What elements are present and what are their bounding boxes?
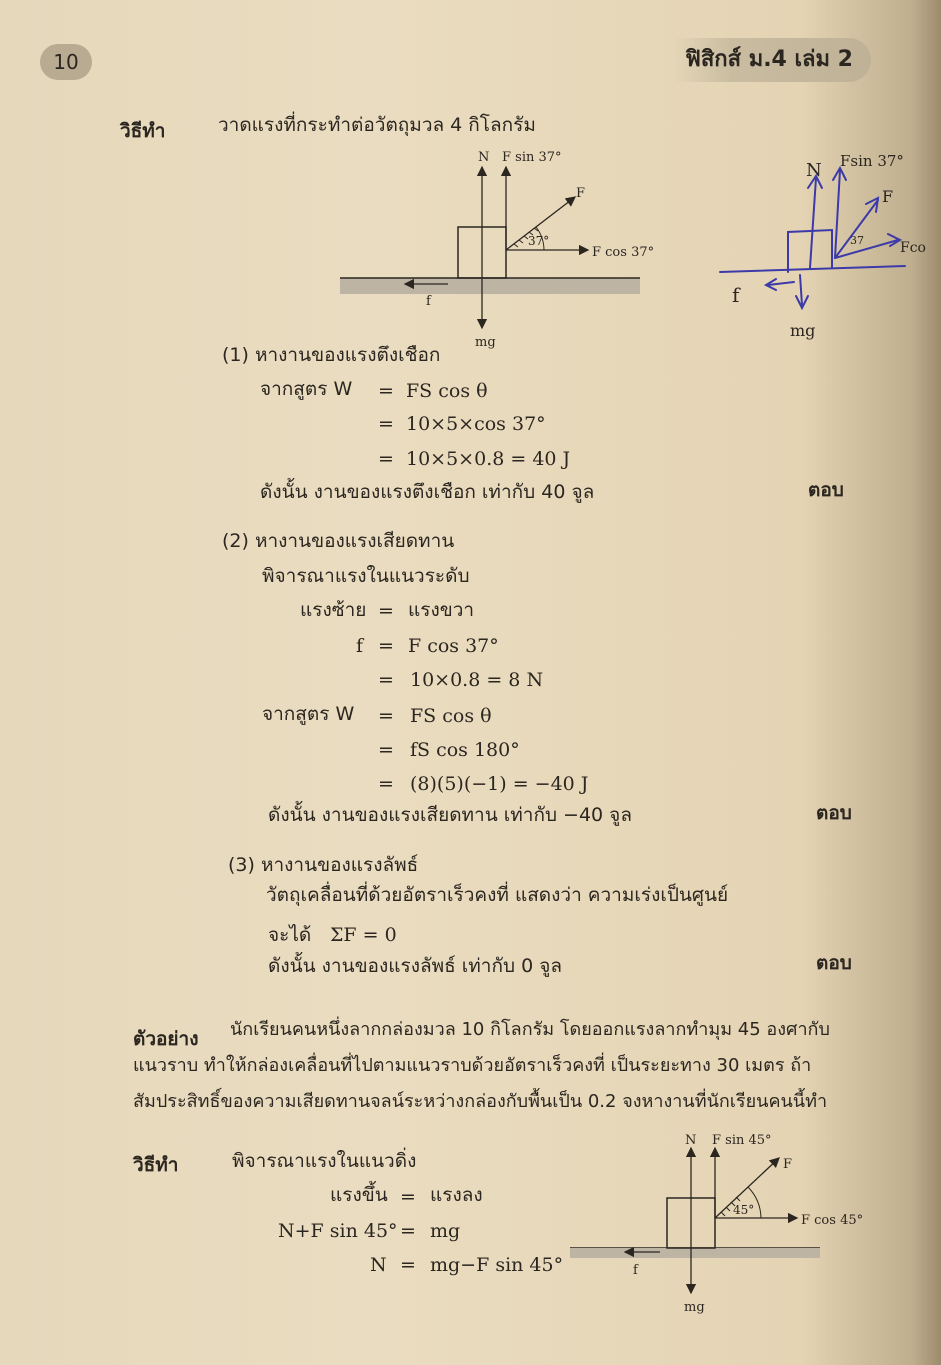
part1-answer: ตอบ	[808, 479, 844, 501]
part2-eq5: =	[378, 739, 394, 761]
part1-eq1: =	[378, 380, 394, 402]
example-line-2: แนวราบ ทำให้กล่องเคลื่อนที่ไปตามแนวราบด้วยอัตราเร็วคงที่ เป็นระยะทาง 30 เมตร ถ้า	[133, 1055, 812, 1076]
part2-heading: (2) หางานของแรงเสียดทาน	[222, 530, 455, 552]
part2-result: (8)(5)(−1) = −40 J	[410, 773, 589, 795]
part1-heading: (1) หางานของแรงตึงเชือก	[222, 344, 441, 366]
solution2-eq3: =	[400, 1254, 416, 1276]
hw-angle-label: 37	[850, 234, 864, 247]
part2-conclusion: ดังนั้น งานของแรงเสียดทาน เท่ากับ −40 จูล	[268, 804, 632, 826]
handwritten-force-sketch	[710, 140, 941, 350]
part2-answer: ตอบ	[816, 802, 852, 824]
hw-mg-label: mg	[790, 321, 816, 340]
solution2-label: วิธีทำ	[133, 1154, 179, 1176]
example-line-3: สัมประสิทธิ์ของความเสียดทานจลน์ระหว่างกล่องกับพื้นเป็น 0.2 จงหางานที่นักเรียนคนนี้ทำ	[133, 1091, 828, 1112]
mg-label: mg	[475, 335, 496, 350]
solution2-eq1: =	[400, 1186, 416, 1208]
f-label: F	[783, 1157, 793, 1172]
part2-substitution: fS cos 180°	[410, 739, 520, 761]
part2-formula-right: FS cos θ	[410, 705, 492, 727]
angle-label: 37°	[528, 234, 550, 248]
fcos-label: F cos 45°	[801, 1213, 864, 1228]
hw-friction-label: f	[732, 283, 740, 307]
solution2-down-force: แรงลง	[430, 1184, 483, 1206]
solution2-n-symbol: N	[370, 1254, 387, 1276]
n-label: N	[685, 1133, 697, 1148]
fsin-label: F sin 45°	[712, 1133, 772, 1148]
friction-label: f	[426, 294, 431, 309]
part2-eq6: =	[378, 773, 394, 795]
part1-formula-right: FS cos θ	[406, 380, 488, 402]
page-header-title: ฟิสิกส์ ม.4 เล่ม 2	[673, 38, 871, 82]
solution-intro: วาดแรงที่กระทำต่อวัตถุมวล 4 กิโลกรัม	[218, 114, 536, 136]
solution2-eq2: =	[400, 1220, 416, 1242]
force-diagram-37	[330, 145, 660, 355]
solution2-consider: พิจารณาแรงในแนวดิ่ง	[232, 1150, 417, 1172]
part2-left-force: แรงซ้าย	[300, 599, 367, 621]
angle-label: 45°	[733, 1203, 755, 1217]
mg-label: mg	[684, 1300, 705, 1315]
force-diagram-45	[565, 1130, 865, 1320]
part2-eq4: =	[378, 705, 394, 727]
part1-substitution: 10×5×cos 37°	[406, 413, 546, 435]
part1-conclusion: ดังนั้น งานของแรงตึงเชือก เท่ากับ 40 จูล	[260, 481, 595, 503]
n-label: N	[478, 150, 490, 165]
part2-eq1: =	[378, 600, 394, 622]
fcos-label: F cos 37°	[592, 245, 655, 260]
hw-n-label: N	[806, 160, 822, 181]
solution2-eq-right: mg	[430, 1220, 461, 1242]
part2-eq3: =	[378, 669, 394, 691]
solution2-up-force: แรงขึ้น	[330, 1184, 388, 1206]
hw-f-label: F	[882, 187, 894, 206]
part2-fcos: F cos 37°	[408, 635, 499, 657]
solution2-eq-left: N+F sin 45°	[278, 1220, 398, 1242]
hw-fcos-label: Fco	[900, 240, 926, 256]
part1-formula-left: จากสูตร W	[260, 378, 353, 400]
part2-eq2: =	[378, 635, 394, 657]
part2-consider: พิจารณาแรงในแนวระดับ	[262, 565, 470, 587]
part3-statement: วัตถุเคลื่อนที่ด้วยอัตราเร็วคงที่ แสดงว่า ความเร่งเป็นศูนย์	[266, 884, 729, 906]
part3-then: จะได้	[268, 924, 312, 946]
part3-conclusion: ดังนั้น งานของแรงลัพธ์ เท่ากับ 0 จูล	[268, 955, 562, 977]
part3-answer: ตอบ	[816, 952, 852, 974]
part3-sum-force: ΣF = 0	[330, 924, 397, 946]
solution-label: วิธีทำ	[120, 120, 166, 142]
example-line-1: นักเรียนคนหนึ่งลากกล่องมวล 10 กิโลกรัม โดยออกแรงลากทำมุม 45 องศากับ	[230, 1019, 830, 1040]
solution2-n-expression: mg−F sin 45°	[430, 1254, 564, 1276]
hw-fsin-label: Fsin 37°	[840, 152, 904, 170]
friction-label: f	[633, 1263, 638, 1278]
part1-eq3: =	[378, 448, 394, 470]
part2-formula-left: จากสูตร W	[262, 703, 355, 725]
part3-heading: (3) หางานของแรงลัพธ์	[228, 854, 419, 876]
ground-shading	[570, 1248, 820, 1258]
ground-shading	[340, 278, 640, 294]
fsin-label: F sin 37°	[502, 150, 562, 165]
part1-result: 10×5×0.8 = 40 J	[406, 448, 571, 470]
part2-f-symbol: f	[356, 635, 364, 657]
f-label: F	[576, 186, 586, 201]
part1-eq2: =	[378, 413, 394, 435]
part2-friction-value: 10×0.8 = 8 N	[410, 669, 544, 691]
page-number: 10	[40, 44, 92, 80]
example-label: ตัวอย่าง	[133, 1028, 199, 1050]
part2-right-force: แรงขวา	[408, 599, 475, 621]
